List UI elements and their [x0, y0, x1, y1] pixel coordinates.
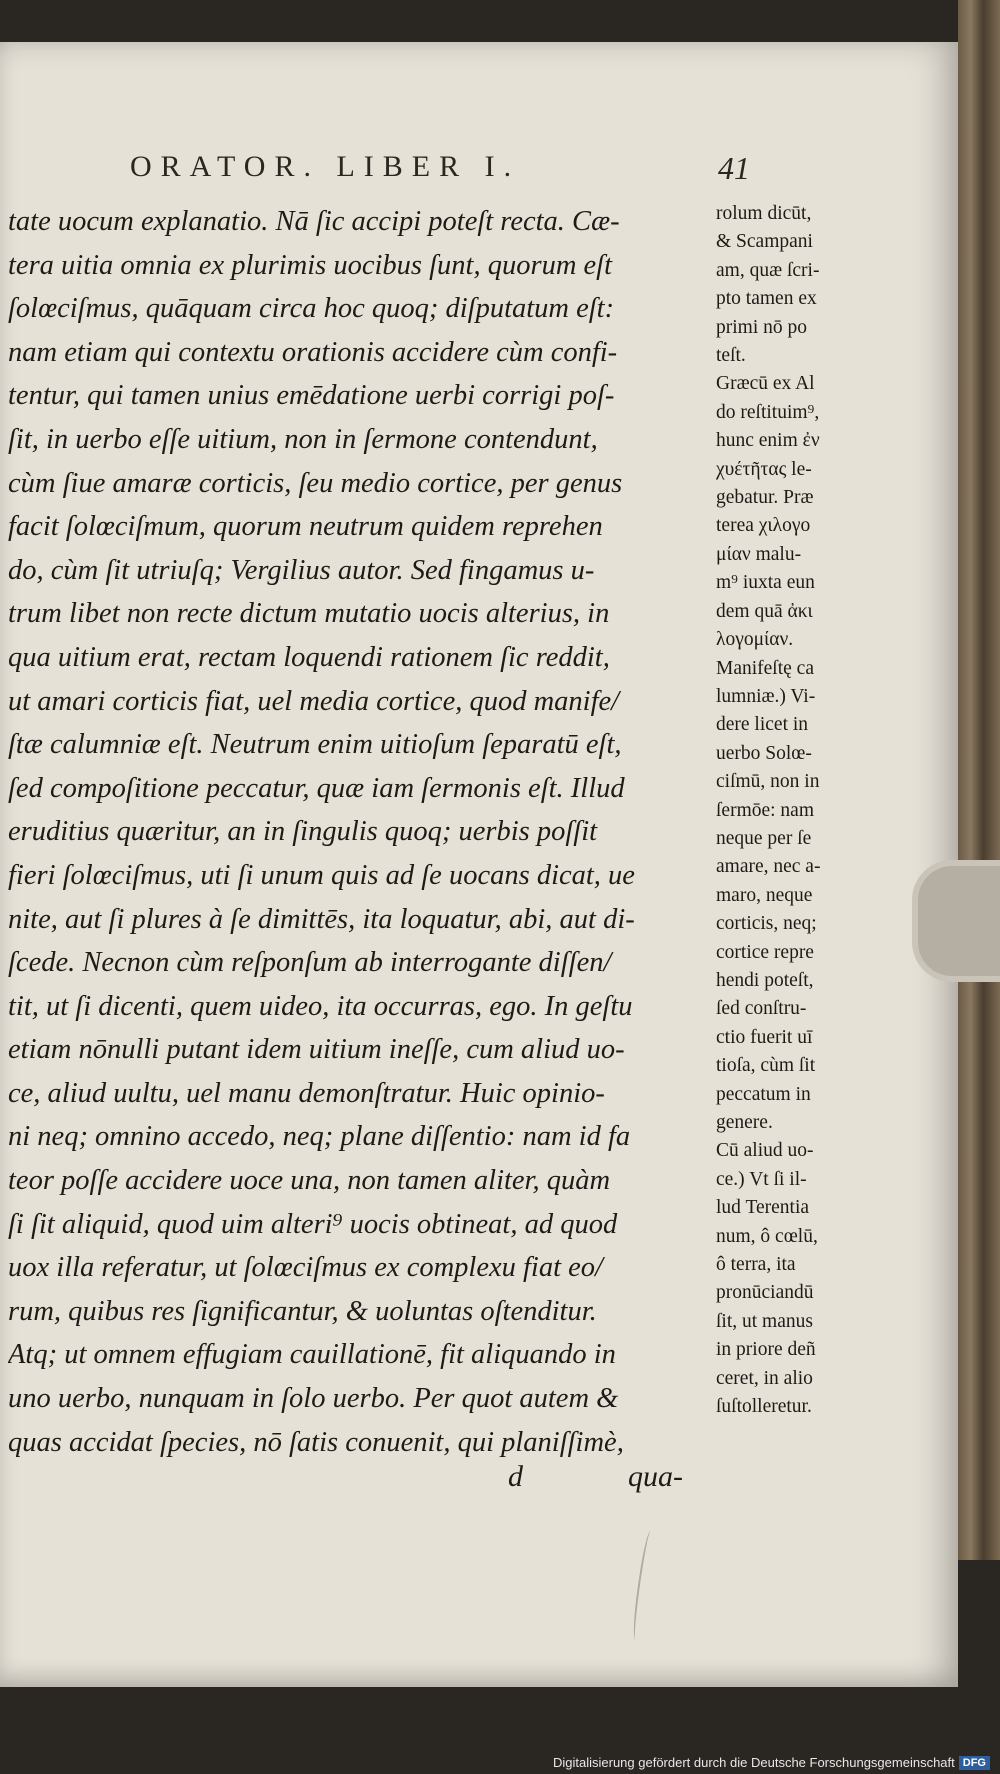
main-text-line: ſtæ calumniæ eſt. Neutrum enim uitioſum ſeparatū eſt,: [8, 729, 622, 761]
gloss-line: ſuſtolleretur.: [716, 1396, 812, 1418]
main-text-line: ſi ſit aliquid, quod uim alteri⁹ uocis obtineat, ad quod: [8, 1208, 618, 1240]
main-text-line: eruditius quæritur, an in ſingulis quoq; uerbis poſſit: [8, 816, 598, 848]
main-text-line: facit ſolœciſmum, quorum neutrum quidem reprehen: [8, 511, 603, 543]
gloss-line: μίαν malu-: [716, 543, 802, 565]
catchword: qua-: [628, 1460, 683, 1493]
dfg-logo: DFG: [959, 1756, 990, 1770]
gloss-line: ciſmū, non in: [716, 771, 820, 793]
main-text-line: uox illa referatur, ut ſolœciſmus ex complexu fiat eo/: [8, 1252, 603, 1284]
running-head-title: ORATOR. LIBER I.: [130, 150, 521, 183]
gloss-line: pto tamen ex: [716, 288, 817, 310]
gloss-line: primi nō po: [716, 316, 807, 338]
gloss-line: do reſtituim⁹,: [716, 401, 820, 423]
main-text-line: ut amari corticis fiat, uel media cortice, quod manife/: [8, 685, 620, 717]
gloss-line: λογομίαν.: [716, 629, 794, 651]
main-text-line: fieri ſolœciſmus, uti ſi unum quis ad ſe uocans dicat, ue: [8, 859, 635, 891]
main-text-line: ni neq; omnino accedo, neq; plane diſſentio: nam id fa: [8, 1121, 631, 1153]
gloss-line: lud Terentia: [716, 1197, 810, 1219]
gloss-line: genere.: [716, 1112, 773, 1133]
main-text-line: uno uerbo, nunquam in ſolo uerbo. Per quot autem &: [8, 1383, 619, 1415]
main-text-line: ſed compoſitione peccatur, quæ iam ſermonis eſt. Illud: [8, 772, 625, 804]
gloss-line: dere licet in: [716, 714, 809, 736]
gloss-line: peccatum in: [716, 1083, 811, 1105]
gloss-line: ſit, ut manus: [716, 1310, 813, 1332]
gloss-line: rolum dicūt,: [716, 203, 812, 224]
book-clasp: [912, 860, 1000, 982]
gloss-line: maro, neque: [716, 884, 813, 906]
digitization-footer: [553, 1755, 990, 1770]
gloss-line: hunc enim ἐν: [716, 430, 820, 452]
marginal-gloss-column: [716, 200, 876, 1421]
gloss-line: ceret, in alio: [716, 1367, 813, 1389]
gloss-line: gebatur. Præ: [716, 487, 814, 509]
main-text-line: trum libet non recte dictum mutatio uocis alterius, in: [8, 598, 610, 630]
gloss-line: dem quā ἀκι: [716, 600, 813, 622]
main-text-line: tentur, qui tamen unius emēdatione uerbi corrigi poſ-: [8, 380, 615, 412]
gloss-line: in priore deñ: [716, 1339, 816, 1361]
main-text-line: ce, aliud uultu, uel manu demonſtratur. Huic opinio-: [8, 1077, 605, 1109]
main-text-line: ſit, in uerbo eſſe uitium, non in ſermone contendunt,: [8, 423, 598, 455]
signature-mark: d: [508, 1460, 523, 1493]
gloss-line: uerbo Solœ-: [716, 742, 812, 764]
gloss-line: & Scampani: [716, 231, 813, 253]
gloss-line: pronūciandū: [716, 1282, 814, 1304]
page-number: 41: [718, 150, 750, 186]
gloss-line: χυέτῆτας le-: [716, 458, 812, 480]
footer-credit: Digitalisierung gefördert durch die Deutsche Forschungsgemeinschaft: [552, 1755, 955, 1770]
main-text-line: Atq; ut omnem effugiam cauillationē, fit aliquando in: [8, 1339, 616, 1371]
main-text-line: rum, quibus res ſignificantur, & uoluntas oſtenditur.: [8, 1295, 597, 1327]
main-text-line: ſcede. Necnon cùm reſponſum ab interrogante diſſen/: [8, 947, 612, 979]
gloss-line: lumniæ.) Vi-: [716, 685, 816, 707]
main-text-line: tate uocum explanatio. Nā ſic accipi poteſt recta. Cæ-: [8, 206, 620, 237]
gloss-line: corticis, neq;: [716, 913, 817, 935]
main-text-line: etiam nōnulli putant idem uitium ineſſe, cum aliud uo-: [8, 1034, 625, 1066]
gloss-line: Manifeſtę ca: [716, 657, 814, 679]
main-text-line: nite, aut ſi plures à ſe dimittēs, ita loquatur, abi, aut di-: [8, 903, 635, 935]
gloss-line: Græcū ex Al: [716, 373, 815, 395]
gloss-line: Cū aliud uo-: [716, 1140, 814, 1162]
book-edge: [958, 0, 1000, 1560]
main-text-line: nam etiam qui contextu orationis accidere cùm confi-: [8, 336, 618, 368]
running-head: [130, 150, 750, 187]
main-text-line: do, cùm ſit utriuſq; Vergilius autor. Sed fingamus u-: [8, 554, 595, 586]
gloss-line: hendi poteſt,: [716, 969, 814, 991]
gloss-line: m⁹ iuxta eun: [716, 572, 815, 594]
main-text-line: ſolœciſmus, quāquam circa hoc quoq; diſputatum eſt:: [8, 293, 615, 325]
gloss-line: ctio fuerit uī: [716, 1026, 813, 1048]
main-text-line: tera uitia omnia ex plurimis uocibus ſunt, quorum eſt: [8, 249, 613, 281]
main-text-line: tit, ut ſi dicenti, quem uideo, ita occurras, ego. In geſtu: [8, 990, 633, 1022]
main-text-column: [8, 200, 708, 1464]
gloss-line: teſt.: [716, 345, 746, 367]
gloss-line: ce.) Vt ſi il-: [716, 1168, 807, 1190]
main-text-line: quas accidat ſpecies, nō ſatis conuenit, qui planiſſimè,: [8, 1426, 624, 1458]
main-text-line: cùm ſiue amaræ corticis, ſeu medio cortice, per genus: [8, 467, 623, 499]
gloss-line: neque per ſe: [716, 827, 812, 849]
main-text-line: teor poſſe accidere uoce una, non tamen aliter, quàm: [8, 1165, 611, 1197]
gloss-line: amare, nec a-: [716, 856, 821, 878]
gloss-line: ſed conſtru-: [716, 998, 807, 1020]
gloss-line: ſermōe: nam: [716, 799, 815, 821]
gloss-line: am, quæ ſcri-: [716, 259, 820, 281]
gloss-line: num, ô cœlū,: [716, 1225, 818, 1247]
gloss-line: cortice repre: [716, 941, 814, 963]
gloss-line: terea χιλογο: [716, 515, 811, 537]
gloss-line: tioſa, cùm ſit: [716, 1055, 816, 1077]
gloss-line: ô terra, ita: [716, 1254, 796, 1276]
main-text-line: qua uitium erat, rectam loquendi rationem ſic reddit,: [8, 641, 610, 673]
